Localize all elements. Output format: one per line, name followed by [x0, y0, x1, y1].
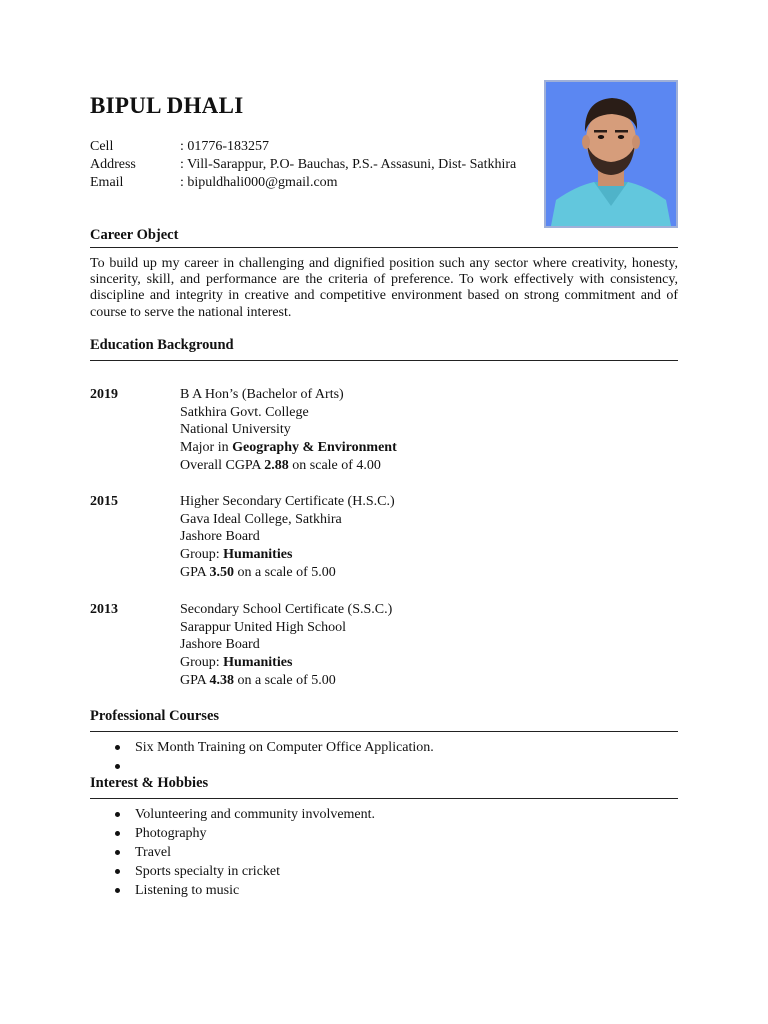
education-board: National University [180, 422, 291, 438]
list-item: Listening to music [90, 881, 375, 900]
list-item: Photography [90, 824, 375, 843]
career-section-title: Career Object [90, 227, 179, 243]
profile-photo-illustration [546, 82, 676, 226]
education-field: Group: Humanities [180, 655, 293, 671]
courses-section-title: Professional Courses [90, 708, 220, 724]
contact-row-email [90, 174, 516, 192]
education-year: 2013 [90, 602, 118, 617]
career-objective-text: To build up my career in challenging and dignified position such any sector where creativity, honesty, sincerity, skill, and performance are the criteria of preference. To work effectively with consistency, discipline and integrity in creative and competitive environment based on strong commitment and of course to serve the national interest. [90, 256, 678, 320]
contact-label: Cell [90, 139, 114, 154]
education-section-title: Education Background [90, 337, 234, 353]
profile-photo [544, 80, 678, 228]
contact-info [90, 138, 516, 192]
list-item: Sports specialty in cricket [90, 862, 375, 881]
section-divider [90, 731, 678, 732]
education-field: Major in Geography & Environment [180, 440, 397, 456]
education-degree: Secondary School Certificate (S.S.C.) [180, 602, 393, 617]
education-degree: Higher Secondary Certificate (H.S.C.) [180, 494, 395, 509]
list-item: Six Month Training on Computer Office Application. [90, 738, 434, 757]
education-result: GPA 3.50 on a scale of 5.00 [180, 564, 336, 580]
hobbies-section-title: Interest & Hobbies [90, 775, 209, 791]
list-item: Volunteering and community involvement. [90, 805, 375, 824]
education-degree: B A Hon’s (Bachelor of Arts) [180, 387, 344, 402]
education-details [180, 493, 600, 582]
education-board: Jashore Board [180, 637, 260, 653]
hobbies-list [90, 805, 375, 900]
education-year: 2015 [90, 494, 118, 509]
section-divider [90, 360, 678, 361]
contact-value: : Vill-Sarappur, P.O- Bauchas, P.S.- Assasuni, Dist- Satkhira [180, 157, 517, 172]
education-result: Overall CGPA 2.88 on scale of 4.00 [180, 457, 381, 473]
list-item: Travel [90, 843, 375, 862]
contact-value: : 01776-183257 [180, 139, 270, 154]
section-divider [90, 247, 678, 248]
education-details [180, 601, 600, 690]
contact-value: : bipuldhali000@gmail.com [180, 175, 338, 190]
education-board: Jashore Board [180, 529, 260, 545]
section-divider [90, 798, 678, 799]
contact-row-cell [90, 138, 516, 156]
education-field: Group: Humanities [180, 547, 293, 563]
education-details [180, 386, 600, 475]
candidate-name: BIPUL DHALI [90, 93, 244, 118]
contact-label: Address [90, 157, 136, 172]
education-institution: Gava Ideal College, Satkhira [180, 511, 342, 527]
contact-row-address [90, 156, 516, 174]
education-year: 2019 [90, 387, 118, 402]
education-result: GPA 4.38 on a scale of 5.00 [180, 672, 336, 688]
contact-label: Email [90, 175, 124, 190]
education-institution: Satkhira Govt. College [180, 404, 309, 420]
list-item [90, 757, 434, 776]
courses-list [90, 738, 434, 776]
education-institution: Sarappur United High School [180, 619, 347, 635]
